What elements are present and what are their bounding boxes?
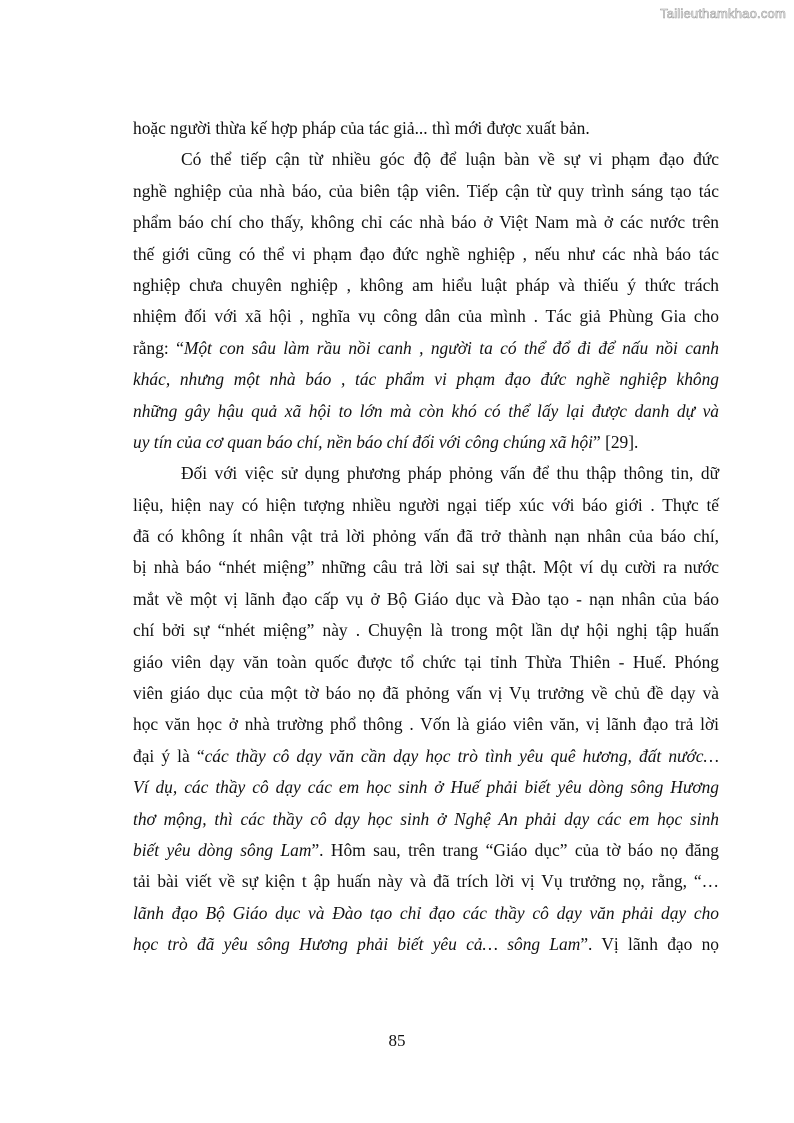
- text-segment: phẩm báo chí cho thấy, không chỉ các nhà báo ở Việt Nam mà ở các nước trên: [133, 212, 719, 233]
- italic-text-segment: Một con sâu làm rầu nồi canh , người ta có thể đổ đi để nấu nồi canh: [183, 337, 719, 358]
- italic-text-segment: biết yêu dòng sông Lam: [133, 839, 312, 860]
- text-line: [133, 741, 719, 772]
- italic-text-segment: khác, nhưng một nhà báo , tác phẩm vi phạm đạo đức nghề nghiệp không: [133, 369, 719, 390]
- text-line: [133, 898, 719, 929]
- text-line: [133, 270, 719, 301]
- text-line: [133, 239, 719, 270]
- text-segment: bị nhà báo “nhét miệng” những câu trả lời sai sự thật. Một ví dụ cười ra nước: [133, 557, 719, 578]
- text-segment: nghiệp chưa chuyên nghiệp , không am hiểu luật pháp và thiếu ý thức trách: [133, 274, 719, 295]
- text-line: [133, 584, 719, 615]
- italic-text-segment: Ví dụ, các thầy cô dạy các em học sinh ở Huế phải biết yêu dòng sông Hương: [133, 777, 719, 798]
- text-segment: tải bài viết về sự kiện t ập huấn này và đã trích lời vị Vụ trưởng nọ, rằng, “…: [133, 871, 719, 892]
- text-segment: ”. Vị lãnh đạo nọ: [580, 934, 719, 955]
- text-segment: ”. Hôm sau, trên trang “Giáo dục” của tờ báo nọ đăng: [311, 839, 719, 860]
- page-number: 85: [388, 1031, 406, 1050]
- text-segment: nhiệm đối với xã hội , nghĩa vụ công dân của mình . Tác giả Phùng Gia cho: [133, 306, 719, 327]
- text-line: [133, 866, 719, 897]
- italic-text-segment: uy tín của cơ quan báo chí, nền báo chí đối với công chúng xã hội: [133, 431, 593, 452]
- italic-text-segment: các thầy cô dạy văn cần dạy học trò tình yêu quê hương, đất nước…: [204, 745, 719, 766]
- text-line: [133, 521, 719, 552]
- text-line: [133, 113, 719, 144]
- text-line: [133, 835, 719, 866]
- text-line: [133, 552, 719, 583]
- text-segment: ” [29].: [593, 431, 639, 452]
- text-line: [133, 709, 719, 740]
- text-segment: Có thể tiếp cận từ nhiều góc độ để luận bàn về sự vi phạm đạo đức: [181, 149, 719, 170]
- text-line: [133, 929, 719, 960]
- text-segment: Đối với việc sử dụng phương pháp phỏng vấn để thu thập thông tin, dữ: [181, 463, 719, 484]
- text-line: [133, 427, 719, 458]
- text-line: [133, 207, 719, 238]
- watermark-text: Tailieuthamkhao.com: [660, 6, 786, 21]
- italic-text-segment: những gây hậu quả xã hội to lớn mà còn khó có thể lấy lại được danh dự và: [133, 400, 719, 421]
- text-segment: liệu, hiện nay có hiện tượng nhiều người ngại tiếp xúc với báo giới . Thực tế: [133, 494, 719, 515]
- italic-text-segment: lãnh đạo Bộ Giáo dục và Đào tạo chỉ đạo các thầy cô dạy văn phải dạy cho: [133, 902, 719, 923]
- text-line: [133, 333, 719, 364]
- text-segment: nghề nghiệp của nhà báo, của biên tập viên. Tiếp cận từ quy trình sáng tạo tác: [133, 180, 719, 201]
- text-line: [133, 144, 719, 175]
- text-line: [133, 615, 719, 646]
- text-line: [133, 396, 719, 427]
- text-segment: thế giới cũng có thể vi phạm đạo đức nghề nghiệp , nếu như các nhà báo tác: [133, 243, 719, 264]
- italic-text-segment: học trò đã yêu sông Hương phải biết yêu cả… sông Lam: [133, 934, 581, 955]
- text-line: [133, 678, 719, 709]
- text-segment: giáo viên dạy văn toàn quốc được tổ chức tại tỉnh Thừa Thiên - Huế. Phóng: [133, 651, 719, 672]
- text-line: [133, 458, 719, 489]
- text-segment: chí bởi sự “nhét miệng” này . Chuyện là trong một lần dự hội nghị tập huấn: [133, 620, 719, 641]
- text-segment: rằng: “: [133, 337, 184, 358]
- document-body: [133, 113, 719, 961]
- italic-text-segment: thơ mộng, thì các thầy cô dạy học sinh ở Nghệ An phải dạy các em học sinh: [133, 808, 719, 829]
- text-segment: viên giáo dục của một tờ báo nọ đã phỏng vấn vị Vụ trưởng về chủ đề dạy và: [133, 683, 719, 704]
- text-segment: đại ý là “: [133, 745, 205, 766]
- text-line: [133, 364, 719, 395]
- text-segment: học văn học ở nhà trường phổ thông . Vốn là giáo viên văn, vị lãnh đạo trả lời: [133, 714, 719, 735]
- text-segment: hoặc người thừa kế hợp pháp của tác giả... thì mới được xuất bản.: [133, 118, 590, 138]
- text-line: [133, 647, 719, 678]
- text-segment: mắt về một vị lãnh đạo cấp vụ ở Bộ Giáo dục và Đào tạo - nạn nhân của báo: [133, 588, 719, 609]
- text-line: [133, 176, 719, 207]
- text-line: [133, 490, 719, 521]
- text-segment: đã có không ít nhân vật trả lời phỏng vấn đã trở thành nạn nhân của báo chí,: [133, 526, 719, 547]
- text-line: [133, 301, 719, 332]
- text-line: [133, 804, 719, 835]
- text-line: [133, 772, 719, 803]
